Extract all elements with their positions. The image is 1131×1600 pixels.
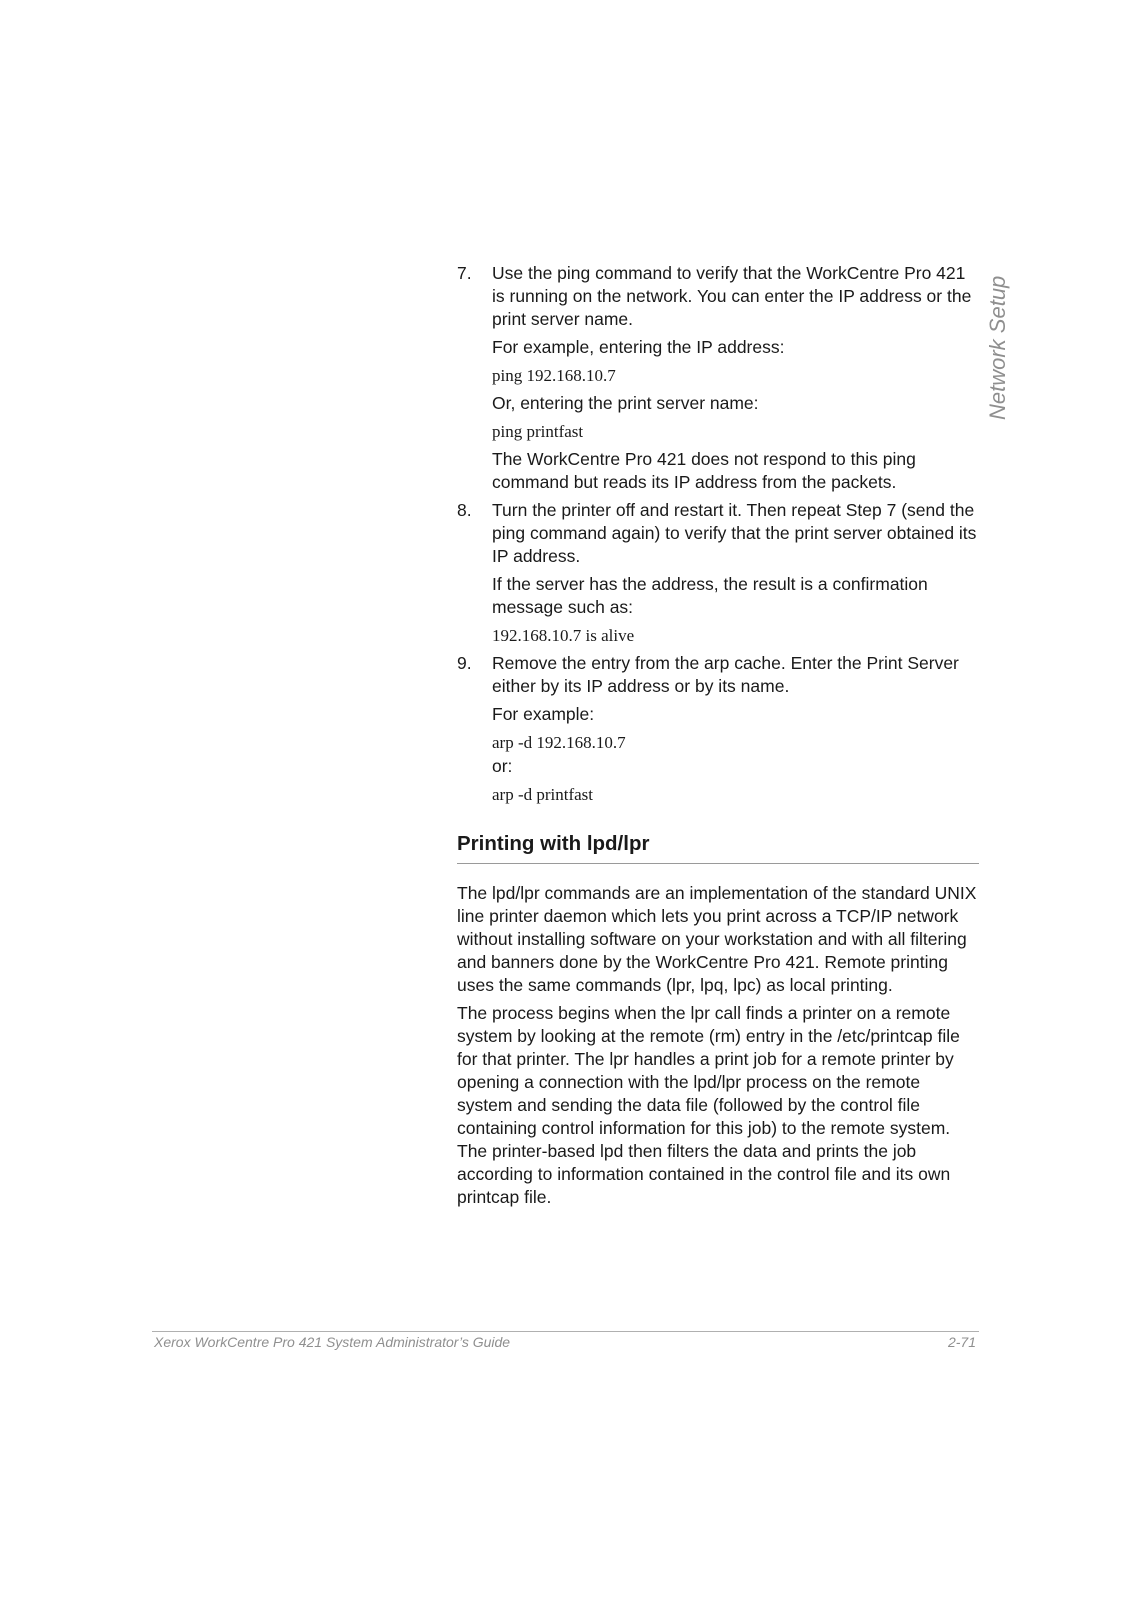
step-text: For example: [492,704,595,724]
step-number: 8. [457,500,472,520]
step-text: Use the ping command to verify that the WorkCentre Pro 421 is running on the network. You can enter the IP address or the print server name. [492,263,972,329]
footer-page-number: 2-71 [947,1334,976,1350]
step-8 [457,499,979,647]
section-heading: Printing with lpd/lpr [457,831,979,864]
body-paragraph: The process begins when the lpr call finds a printer on a remote system by looking at the remote (rm) entry in the /etc/printcap file for that printer. The lpr handles a print job for a remote printer by opening a connection with the lpd/lpr process on the remote system and sending the data file (followed by the control file containing control information for this job) to the remote system. The printer-based lpd then filters the data and prints the job according to information contained in the control file and its own printcap file. [457,1003,960,1207]
step-9 [457,652,979,806]
section-side-tab: Network Setup [985,275,1010,420]
step-7 [457,262,979,494]
step-text: Or, entering the print server name: [492,393,759,413]
code-example: ping 192.168.10.7 [492,366,616,385]
footer-divider [152,1331,979,1332]
step-text: The WorkCentre Pro 421 does not respond to this ping command but reads its IP address from the packets. [492,449,916,492]
code-example: arp -d 192.168.10.7 [492,733,626,752]
step-text: or: [492,756,513,776]
step-number: 7. [457,263,472,283]
code-example: arp -d printfast [492,785,594,804]
body-paragraph: The lpd/lpr commands are an implementation of the standard UNIX line printer daemon which lets you print across a TCP/IP network without installing software on your workstation and with all filtering and banners done by the WorkCentre Pro 421. Remote printing uses the same commands (lpr, lpq, lpc) as local printing. [457,883,977,995]
step-text: Remove the entry from the arp cache. Enter the Print Server either by its IP address or by its name. [492,653,959,696]
page-content [457,262,979,1214]
step-text: Turn the printer off and restart it. Then repeat Step 7 (send the ping command again) to verify that the print server obtained its IP address. [492,500,977,566]
footer-guide-title: Xerox WorkCentre Pro 421 System Administrator’s Guide [154,1334,511,1350]
code-example: ping printfast [492,422,584,441]
step-text: If the server has the address, the result is a confirmation message such as: [492,574,928,617]
step-text: For example, entering the IP address: [492,337,785,357]
section-body [457,882,979,1209]
code-example: 192.168.10.7 is alive [492,626,635,645]
step-number: 9. [457,653,472,673]
